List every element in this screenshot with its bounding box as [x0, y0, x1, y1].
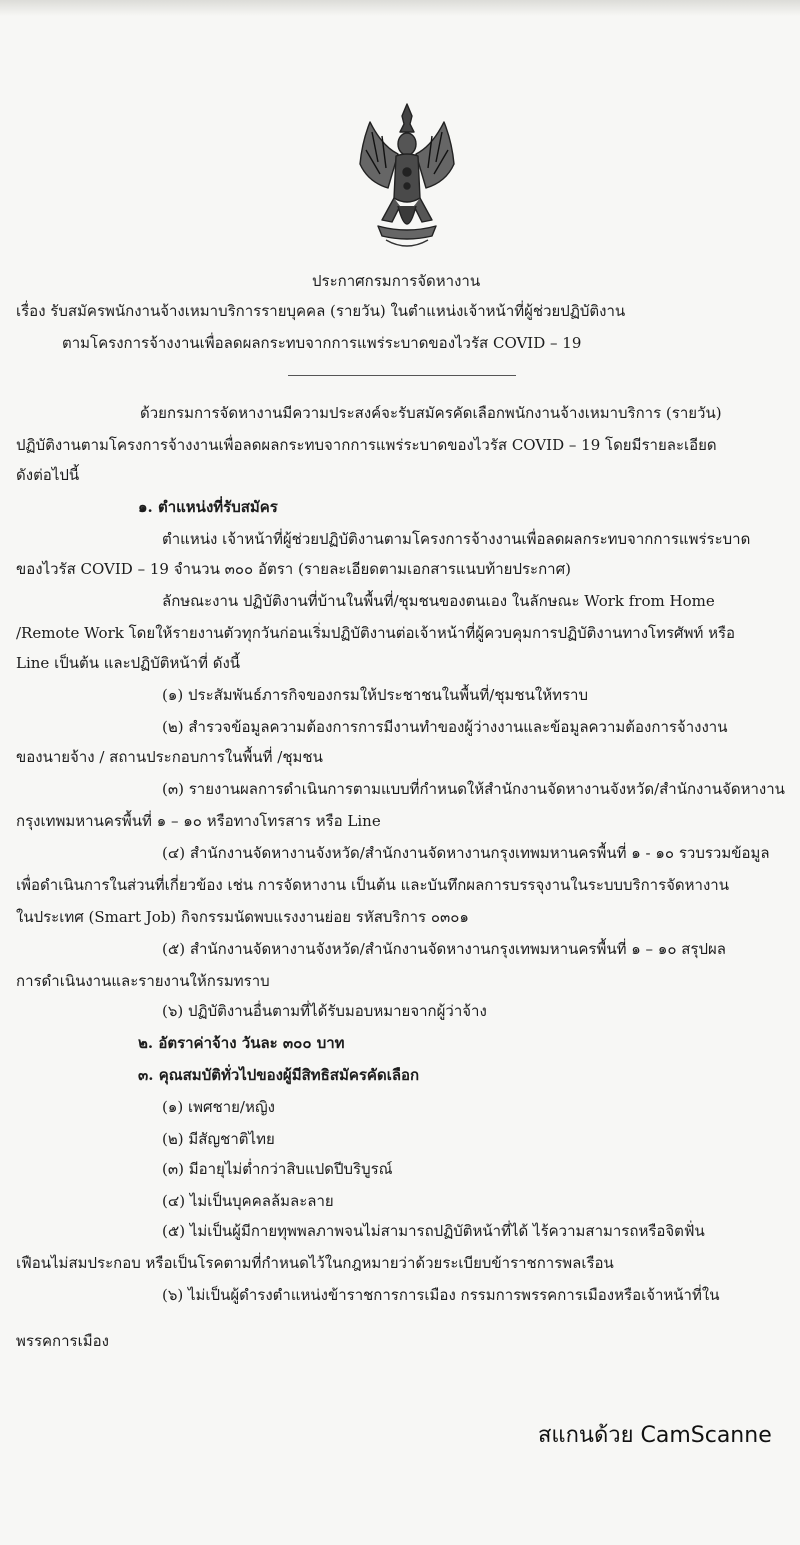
duty-item: ในประเทศ (Smart Job) กิจกรรมนัดพบแรงงานย่อย รหัสบริการ ๐๓๐๑	[16, 908, 469, 926]
qualification-item: (๖) ไม่เป็นผู้ดำรงตำแหน่งข้าราชการการเมือง กรรมการพรรคการเมืองหรือเจ้าหน้าที่ใน	[162, 1286, 720, 1304]
job-description-line: ลักษณะงาน ปฏิบัติงานที่บ้านในพื้นที่/ชุมชนของตนเอง ในลักษณะ Work from Home	[162, 592, 715, 610]
qualification-item: (๔) ไม่เป็นบุคคลล้มละลาย	[162, 1192, 334, 1210]
garuda-emblem-icon	[352, 102, 462, 254]
duty-item: เพื่อดำเนินการในส่วนที่เกี่ยวข้อง เช่น การจัดหางาน เป็นต้น และบันทึกผลการบรรจุงานในระบบบริการจัดหางาน	[16, 876, 729, 894]
intro-line: ด้วยกรมการจัดหางานมีความประสงค์จะรับสมัครคัดเลือกพนักงานจ้างเหมาบริการ (รายวัน)	[140, 404, 722, 422]
announcement-agency: ประกาศกรมการจัดหางาน	[312, 272, 481, 290]
job-description-line: /Remote Work โดยให้รายงานตัวทุกวันก่อนเริ่มปฏิบัติงานต่อเจ้าหน้าที่ผู้ควบคุมการปฏิบัติงานทางโทรศัพท์ หรือ	[16, 624, 736, 642]
qualification-item: (๒) มีสัญชาติไทย	[162, 1130, 275, 1148]
duty-item: (๕) สำนักงานจัดหางานจังหวัด/สำนักงานจัดหางานกรุงเทพมหานครพื้นที่ ๑ – ๑๐ สรุปผล	[162, 940, 726, 958]
qualification-item: (๓) มีอายุไม่ต่ำกว่าสิบแปดปีบริบูรณ์	[162, 1160, 393, 1178]
scan-edge	[0, 0, 800, 16]
subject-line-2: ตามโครงการจ้างงานเพื่อลดผลกระทบจากการแพร่ระบาดของไวรัส COVID – 19	[62, 334, 582, 352]
duty-item: กรุงเทพมหานครพื้นที่ ๑ – ๑๐ หรือทางโทรสาร หรือ Line	[16, 812, 381, 830]
duty-item: (๒) สำรวจข้อมูลความต้องการการมีงานทำของผู้ว่างงานและข้อมูลความต้องการจ้างงาน	[162, 718, 728, 736]
duty-item: ของนายจ้าง / สถานประกอบการในพื้นที่ /ชุมชน	[16, 748, 323, 766]
duty-item: (๓) รายงานผลการดำเนินการตามแบบที่กำหนดให้สำนักงานจัดหางานจังหวัด/สำนักงานจัดหางาน	[162, 780, 785, 798]
qualification-item: (๕) ไม่เป็นผู้มีกายทุพพลภาพจนไม่สามารถปฏิบัติหน้าที่ได้ ไร้ความสามารถหรือจิตฟั่น	[162, 1222, 705, 1240]
camscanner-watermark: สแกนด้วย CamScanne	[538, 1423, 772, 1448]
section-1-heading: ๑. ตำแหน่งที่รับสมัคร	[138, 498, 278, 516]
qualification-item: พรรคการเมือง	[16, 1332, 109, 1350]
position-line: ตำแหน่ง เจ้าหน้าที่ผู้ช่วยปฏิบัติงานตามโครงการจ้างงานเพื่อลดผลกระทบจากการแพร่ระบาด	[162, 530, 751, 548]
duty-item: (๑) ประสัมพันธ์ภารกิจของกรมให้ประชาชนในพื้นที่/ชุมชนให้ทราบ	[162, 686, 588, 704]
intro-line: ปฏิบัติงานตามโครงการจ้างงานเพื่อลดผลกระทบจากการแพร่ระบาดของไวรัส COVID – 19 โดยมีรายละเอียด	[16, 436, 717, 454]
duty-item: (๔) สำนักงานจัดหางานจังหวัด/สำนักงานจัดหางานกรุงเทพมหานครพื้นที่ ๑ - ๑๐ รวบรวมข้อมูล	[162, 844, 770, 862]
duty-item: การดำเนินงานและรายงานให้กรมทราบ	[16, 972, 270, 990]
subject-line-1: เรื่อง รับสมัครพนักงานจ้างเหมาบริการรายบุคคล (รายวัน) ในตำแหน่งเจ้าหน้าที่ผู้ช่วยปฏิบัติงาน	[16, 302, 626, 320]
intro-line: ดังต่อไปนี้	[16, 466, 80, 484]
section-2-heading: ๒. อัตราค่าจ้าง วันละ ๓๐๐ บาท	[138, 1034, 345, 1052]
section-3-heading: ๓. คุณสมบัติทั่วไปของผู้มีสิทธิสมัครคัดเลือก	[138, 1066, 420, 1084]
qualification-item: (๑) เพศชาย/หญิง	[162, 1098, 275, 1116]
job-description-line: Line เป็นต้น และปฏิบัติหน้าที่ ดังนี้	[16, 654, 241, 672]
position-line: ของไวรัส COVID – 19 จำนวน ๓๐๐ อัตรา (รายละเอียดตามเอกสารแนบท้ายประกาศ)	[16, 560, 571, 578]
duty-item: (๖) ปฏิบัติงานอื่นตามที่ได้รับมอบหมายจากผู้ว่าจ้าง	[162, 1002, 487, 1020]
title-divider	[288, 375, 516, 376]
qualification-item: เฟือนไม่สมประกอบ หรือเป็นโรคตามที่กำหนดไว้ในกฎหมายว่าด้วยระเบียบข้าราชการพลเรือน	[16, 1254, 614, 1272]
